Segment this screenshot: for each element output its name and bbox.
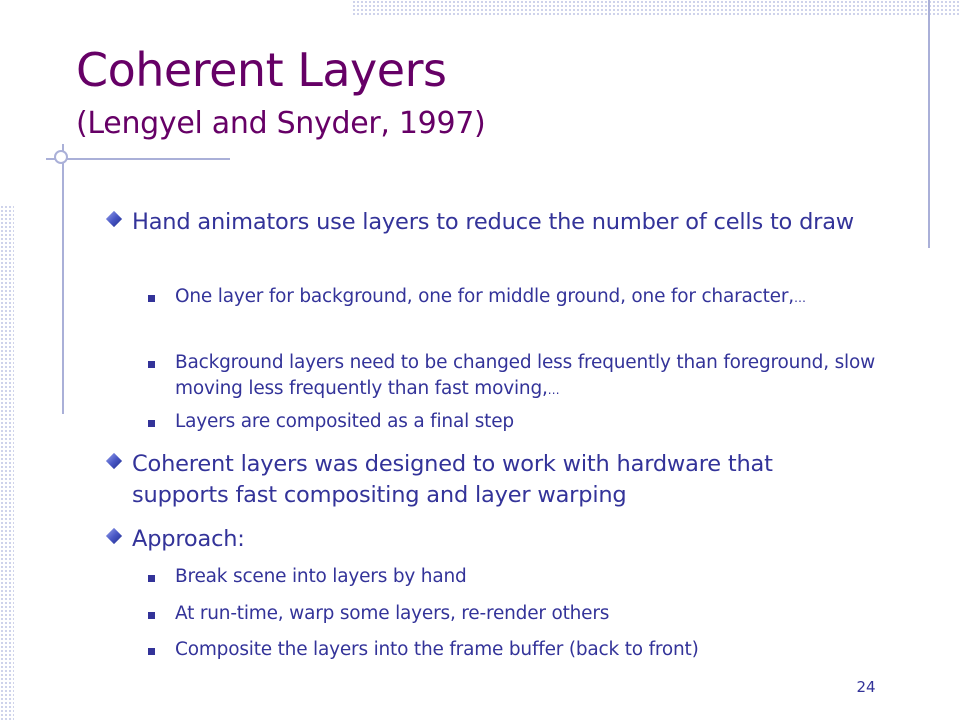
bullet-coherent-layers bbox=[132, 449, 872, 511]
diamond-bullet-icon bbox=[105, 527, 123, 545]
bullet-trail: … bbox=[547, 383, 560, 397]
bullet-trail: … bbox=[793, 291, 806, 305]
bullet-text: Approach: bbox=[132, 526, 245, 552]
subbullet-break-scene bbox=[175, 564, 905, 590]
square-bullet-icon bbox=[148, 612, 155, 619]
square-bullet-icon bbox=[148, 575, 155, 582]
subbullet-composite bbox=[175, 637, 905, 663]
subbullet-one-layer bbox=[175, 284, 905, 311]
square-bullet-icon bbox=[148, 361, 155, 368]
square-bullet-icon bbox=[148, 295, 155, 302]
bullet-text: Coherent layers was designed to work with hardware that supports fast compositing and layer warping bbox=[132, 451, 773, 508]
subbullet-background-layers bbox=[175, 350, 905, 403]
square-bullet-icon bbox=[148, 648, 155, 655]
slide-title: Coherent Layers bbox=[76, 43, 447, 97]
bullet-hand-animators bbox=[132, 207, 872, 238]
square-bullet-icon bbox=[148, 420, 155, 427]
diamond-bullet-icon bbox=[105, 210, 123, 228]
slide-subtitle: (Lengyel and Snyder, 1997) bbox=[76, 106, 486, 141]
bullet-approach bbox=[132, 524, 872, 555]
bullet-text: Composite the layers into the frame buffer (back to front) bbox=[175, 639, 699, 660]
diamond-bullet-icon bbox=[105, 452, 123, 470]
bullet-text: Background layers need to be changed less frequently than foreground, slow moving less frequently than fast moving, bbox=[175, 352, 876, 399]
bullet-text: One layer for background, one for middle ground, one for character, bbox=[175, 286, 794, 307]
bullet-text: Break scene into layers by hand bbox=[175, 566, 467, 587]
page-number: 24 bbox=[856, 678, 876, 696]
bullet-text: Layers are composited as a final step bbox=[175, 411, 514, 432]
bullet-text: At run-time, warp some layers, re-render others bbox=[175, 603, 610, 624]
bullet-text: Hand animators use layers to reduce the number of cells to draw bbox=[132, 209, 855, 235]
subbullet-run-time bbox=[175, 601, 905, 627]
subbullet-composited bbox=[175, 409, 905, 435]
